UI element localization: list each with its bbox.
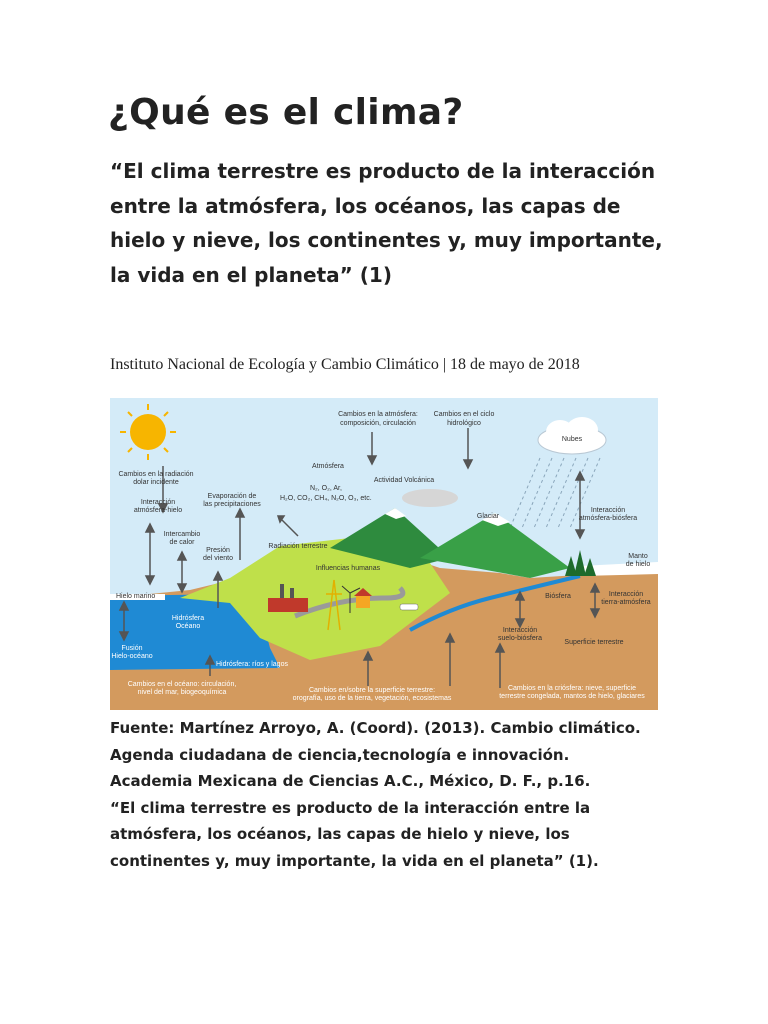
label-gases: N₂, O₂, Ar, bbox=[310, 485, 342, 492]
label-int-biosfera: Interacción bbox=[590, 507, 626, 514]
label-int-suelo-2: suelo-biósfera bbox=[498, 635, 542, 642]
label-volcanica: Actividad Volcánica bbox=[373, 477, 435, 484]
intro-quote: “El clima terrestre es producto de la interacción entre la atmósfera, los océanos, las capas de hielo y nieve, los continentes y, muy importante, la vida en el planeta” (1) bbox=[110, 159, 663, 287]
label-radiacion-terrestre: Radiación terrestre bbox=[268, 543, 328, 550]
label-fusion-2: Hielo-océano bbox=[111, 653, 153, 660]
label-int-hielo-2: atmósfera-hielo bbox=[133, 507, 183, 514]
label-atmosfera: Atmósfera bbox=[312, 463, 344, 470]
label-criosfera-2: terrestre congelada, mantos de hielo, glaciares bbox=[499, 693, 645, 700]
page-title: ¿Qué es el clima? bbox=[108, 92, 464, 133]
label-manto-2: de hielo bbox=[625, 561, 651, 568]
label-biosfera: Biósfera bbox=[545, 593, 571, 600]
label-int-suelo: Interacción bbox=[502, 627, 538, 634]
climate-system-diagram bbox=[110, 398, 658, 710]
label-fusion: Fusión bbox=[121, 645, 143, 652]
label-superficie-cambios: Cambios en/sobre la superficie terrestre: bbox=[308, 687, 436, 694]
label-hidrosfera-2: Océano bbox=[175, 623, 201, 630]
label-int-biosfera-2: atmósfera-biósfera bbox=[578, 515, 638, 522]
label-ciclo-2: hidrológico bbox=[447, 420, 481, 427]
label-hidrosfera: Hidrósfera bbox=[171, 615, 205, 622]
label-oceano-2: nivel del mar, biogeoquímica bbox=[137, 689, 227, 696]
label-criosfera: Cambios en la criósfera: nieve, superficie bbox=[507, 685, 637, 692]
label-manto: Manto bbox=[628, 553, 648, 560]
label-influencias: Influencias humanas bbox=[315, 565, 381, 572]
footer-text bbox=[110, 715, 655, 874]
quote-repeat: “El clima terrestre es producto de la interacción entre la atmósfera, los océanos, las capas de hielo y nieve, los continentes y, muy importante, la vida en el planeta” (1). bbox=[110, 798, 599, 870]
source-line: Instituto Nacional de Ecología y Cambio Climático | 18 de mayo de 2018 bbox=[110, 356, 580, 373]
label-presion: Presión bbox=[206, 547, 230, 554]
label-int-tierra-2: tierra-atmósfera bbox=[601, 599, 651, 606]
label-cambios-atmosfera-2: composición, circulación bbox=[340, 420, 416, 427]
label-evaporacion-2: las precipitaciones bbox=[203, 501, 261, 508]
label-hielo-marino: Hielo marino bbox=[116, 593, 156, 600]
label-presion-2: del viento bbox=[203, 555, 233, 562]
label-radiacion-2: dolar incidente bbox=[133, 479, 179, 486]
citation: Fuente: Martínez Arroyo, A. (Coord). (2013). Cambio climático. Agenda ciudadana de ciencia,tecnología e innovación. Academia Mexicana de Ciencias A.C., México, D. F., p.16. bbox=[110, 719, 641, 790]
label-glaciar: Glaciar bbox=[476, 513, 500, 520]
label-superficie-cambios-2: orografía, uso de la tierra, vegetación, ecosistemas bbox=[292, 695, 452, 702]
label-oceano: Cambios en el océano: circulación, bbox=[127, 681, 237, 688]
label-nubes: Nubes bbox=[561, 436, 583, 443]
car-icon bbox=[400, 604, 418, 610]
label-radiacion: Cambios en la radiación bbox=[118, 471, 194, 478]
label-ciclo: Cambios en el ciclo bbox=[433, 411, 495, 418]
label-int-tierra: Interacción bbox=[608, 591, 644, 598]
label-intercambio: Intercambio bbox=[163, 531, 201, 538]
label-gases-2: H₂O, CO₂, CH₄, N₂O, O₃, etc. bbox=[280, 495, 372, 502]
label-intercambio-2: de calor bbox=[169, 539, 195, 546]
label-rios: Hidrósfera: ríos y lagos bbox=[216, 661, 288, 668]
label-int-hielo: Interacción bbox=[140, 499, 176, 506]
label-superficie: Superficie terrestre bbox=[564, 639, 624, 646]
label-cambios-atmosfera: Cambios en la atmósfera: bbox=[338, 411, 418, 418]
label-evaporacion: Evaporación de bbox=[207, 493, 257, 500]
